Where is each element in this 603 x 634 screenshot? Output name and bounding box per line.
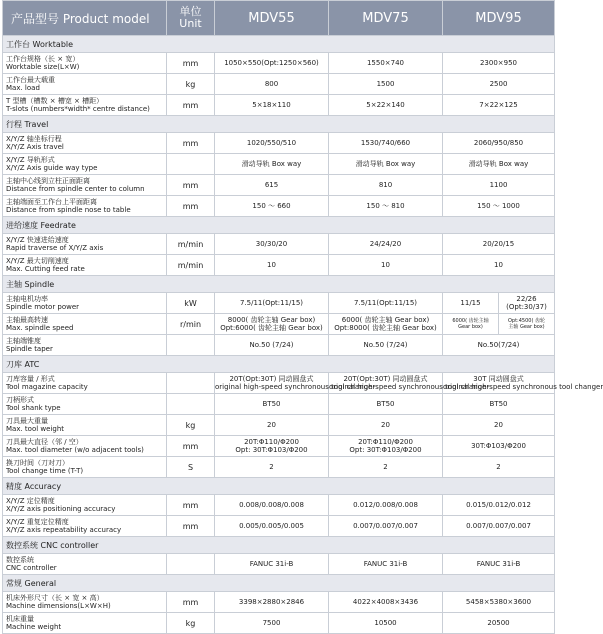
unit-cell	[167, 394, 215, 415]
value-mdv55: 30/30/20	[215, 234, 329, 255]
value-line: Gear box)	[458, 324, 483, 330]
spec-label	[3, 516, 167, 537]
value-mdv95-b	[499, 293, 555, 314]
section-cnc	[3, 537, 555, 554]
value-mdv75: 0.007/0.007/0.007	[329, 516, 443, 537]
label-en: Tool shank type	[6, 404, 61, 412]
unit-cell: kg	[167, 74, 215, 95]
unit-cell: kg	[167, 415, 215, 436]
value-mdv75: 24/24/20	[329, 234, 443, 255]
label-en: Max. spindle speed	[6, 324, 74, 332]
spec-row	[3, 196, 555, 217]
value-line: 6000( 齿轮主轴	[452, 318, 489, 324]
value-mdv95: 2	[443, 457, 555, 478]
spec-label	[3, 335, 167, 356]
value-mdv75	[329, 314, 443, 335]
label-zh: X/Y/Z 重复定位精度	[6, 518, 69, 526]
label-en: Worktable size(L×W)	[6, 63, 80, 71]
spec-row	[3, 74, 555, 95]
spec-label	[3, 234, 167, 255]
value-mdv55: 615	[215, 175, 329, 196]
value-mdv95	[443, 373, 603, 394]
spec-row	[3, 133, 555, 154]
label-en: Max. tool weight	[6, 425, 65, 433]
spec-table	[2, 0, 603, 634]
section-title: 行程 Travel	[3, 116, 555, 133]
spec-label	[3, 293, 167, 314]
spec-label	[3, 394, 167, 415]
model-header-mdv55: MDV55	[215, 1, 329, 36]
spec-row	[3, 516, 555, 537]
value-line: Opt: 30T:Φ103/Φ200	[235, 446, 308, 454]
section-general	[3, 575, 555, 592]
value-mdv95: 2500	[443, 74, 555, 95]
value-mdv95: BT50	[443, 394, 555, 415]
label-zh: X/Y/Z 最大切削速度	[6, 257, 69, 265]
value-line: 20T:Φ110/Φ200	[358, 438, 413, 446]
unit-cell: m/min	[167, 234, 215, 255]
value-mdv75: 810	[329, 175, 443, 196]
value-line: original high-speed synchronous tool changer	[329, 383, 490, 391]
value-line: Opt:6000( 齿轮主轴 Gear box)	[220, 324, 323, 332]
label-zh: 数控系统	[6, 556, 34, 564]
section-feedrate	[3, 217, 555, 234]
unit-cell: mm	[167, 175, 215, 196]
model-header-mdv75: MDV75	[329, 1, 443, 36]
model-header-mdv95: MDV95	[443, 1, 555, 36]
value-mdv75	[329, 373, 490, 394]
value-mdv95: 滑动导轨 Box way	[443, 154, 555, 175]
value-mdv95: 0.015/0.012/0.012	[443, 495, 555, 516]
section-title: 精度 Accuracy	[3, 478, 555, 495]
value-mdv95: FANUC 31i-B	[443, 554, 555, 575]
label-en: Distance from spindle center to column	[6, 185, 145, 193]
unit-cell: kW	[167, 293, 215, 314]
value-line: 6000( 齿轮主轴 Gear box)	[341, 316, 430, 324]
unit-cell: m/min	[167, 255, 215, 276]
label-zh: 主轴端锥度	[6, 337, 41, 345]
value-line: 30T 同动圆盘式	[473, 375, 524, 383]
spec-label	[3, 314, 167, 335]
spec-row	[3, 495, 555, 516]
value-mdv55: 20	[215, 415, 329, 436]
spec-label	[3, 196, 167, 217]
unit-cell: mm	[167, 53, 215, 74]
unit-cell	[167, 335, 215, 356]
label-zh: X/Y/Z 快速进给速度	[6, 236, 69, 244]
spec-label	[3, 74, 167, 95]
spec-label	[3, 495, 167, 516]
header-row	[3, 1, 555, 36]
label-en: Distance from spindle nose to table	[6, 206, 131, 214]
label-zh: T 型槽（槽数 × 槽宽 × 槽距）	[6, 97, 104, 105]
unit-header-zh: 单位	[179, 5, 202, 18]
value-mdv55: 1050×550(Opt:1250×560)	[215, 53, 329, 74]
value-mdv55: 800	[215, 74, 329, 95]
value-mdv95: 10	[443, 255, 555, 276]
value-mdv95: 2300×950	[443, 53, 555, 74]
section-title: 常规 General	[3, 575, 555, 592]
value-line: 20T(Opt:30T) 同动圆盘式	[343, 375, 428, 383]
value-mdv55: 3398×2880×2846	[215, 592, 329, 613]
label-en: X/Y/Z axis positioning accuracy	[6, 505, 116, 513]
spec-row	[3, 255, 555, 276]
label-en: X/Y/Z axis repeatability accuracy	[6, 526, 122, 534]
label-zh: X/Y/Z 轴坐标行程	[6, 135, 62, 143]
value-line: Opt:8000( 齿轮主轴 Gear box)	[334, 324, 437, 332]
value-mdv55: 0.008/0.008/0.008	[215, 495, 329, 516]
label-en: T-slots (numbers*width* centre distance)	[6, 105, 150, 113]
unit-header-en: Unit	[179, 17, 202, 30]
label-zh: 刀柄形式	[6, 396, 34, 404]
label-zh: 刀库容量 / 形式	[6, 375, 55, 383]
value-mdv75: 滑动导轨 Box way	[329, 154, 443, 175]
label-en: Spindle taper	[6, 345, 53, 353]
spec-label	[3, 613, 167, 634]
section-accuracy	[3, 478, 555, 495]
value-mdv95: 150 ～ 1000	[443, 196, 555, 217]
value-line: 20T(Opt:30T) 同动圆盘式	[229, 375, 314, 383]
unit-cell: mm	[167, 495, 215, 516]
value-mdv55: 2	[215, 457, 329, 478]
spec-row	[3, 293, 555, 314]
value-mdv95: 20/20/15	[443, 234, 555, 255]
spec-row	[3, 154, 555, 175]
spec-row	[3, 436, 555, 457]
unit-cell: r/min	[167, 314, 215, 335]
value-mdv55: FANUC 31i-B	[215, 554, 329, 575]
spec-label	[3, 133, 167, 154]
section-travel	[3, 116, 555, 133]
value-mdv75: 0.012/0.008/0.008	[329, 495, 443, 516]
value-mdv75: 150 ～ 810	[329, 196, 443, 217]
value-mdv75: 20	[329, 415, 443, 436]
value-mdv75: 7.5/11(Opt:11/15)	[329, 293, 443, 314]
unit-header	[167, 1, 215, 36]
section-title: 数控系统 CNC controller	[3, 537, 555, 554]
unit-cell: mm	[167, 592, 215, 613]
value-line: 8000( 齿轮主轴 Gear box)	[227, 316, 316, 324]
value-mdv95: No.50(7/24)	[443, 335, 555, 356]
value-mdv95: 7×22×125	[443, 95, 555, 116]
label-zh: X/Y/Z 定位精度	[6, 497, 55, 505]
value-mdv55	[215, 314, 329, 335]
value-mdv95: 2060/950/850	[443, 133, 555, 154]
spec-label	[3, 154, 167, 175]
value-mdv55	[215, 373, 376, 394]
value-mdv95: 20500	[443, 613, 555, 634]
label-en: X/Y/Z Axis guide way type	[6, 164, 98, 172]
spec-row	[3, 554, 555, 575]
label-en: Machine weight	[6, 623, 62, 631]
spec-row	[3, 53, 555, 74]
spec-row	[3, 415, 555, 436]
value-mdv55: 7500	[215, 613, 329, 634]
label-zh: X/Y/Z 导轨形式	[6, 156, 55, 164]
value-mdv95: 20	[443, 415, 555, 436]
value-mdv55	[215, 436, 329, 457]
value-mdv95-a: 11/15	[443, 293, 499, 314]
spec-label	[3, 373, 167, 394]
value-mdv55: 150 ～ 660	[215, 196, 329, 217]
spec-label	[3, 457, 167, 478]
value-mdv55: 滑动导轨 Box way	[215, 154, 329, 175]
value-mdv95-a	[443, 314, 499, 335]
label-zh: 机床外形尺寸（长 × 宽 × 高）	[6, 594, 104, 602]
unit-cell: kg	[167, 613, 215, 634]
spec-label	[3, 554, 167, 575]
label-en: X/Y/Z Axis travel	[6, 143, 64, 151]
value-mdv95: 30T:Φ103/Φ200	[443, 436, 555, 457]
spec-label	[3, 53, 167, 74]
value-mdv75: 5×22×140	[329, 95, 443, 116]
value-mdv95: 0.007/0.007/0.007	[443, 516, 555, 537]
section-title: 进给速度 Feedrate	[3, 217, 555, 234]
value-mdv55: 10	[215, 255, 329, 276]
spec-row	[3, 373, 555, 394]
label-zh: 主轴中心线到立柱正面距离	[6, 177, 90, 185]
product-model-header: 产品型号 Product model	[3, 1, 167, 36]
unit-cell	[167, 554, 215, 575]
label-en: Spindle motor power	[6, 303, 80, 311]
value-mdv55: 5×18×110	[215, 95, 329, 116]
spec-label	[3, 175, 167, 196]
value-mdv75: 1530/740/660	[329, 133, 443, 154]
value-line: 22/26	[516, 295, 537, 303]
label-en: CNC controller	[6, 564, 57, 572]
value-mdv95: 5458×5380×3600	[443, 592, 555, 613]
value-mdv75: 4022×4008×3436	[329, 592, 443, 613]
value-mdv55: No.50 (7/24)	[215, 335, 329, 356]
value-mdv75: 2	[329, 457, 443, 478]
spec-row	[3, 613, 555, 634]
section-title: 工作台 Worktable	[3, 36, 555, 53]
spec-row	[3, 314, 555, 335]
value-line: (Opt:30/37)	[506, 303, 547, 311]
unit-cell: mm	[167, 516, 215, 537]
spec-label	[3, 95, 167, 116]
label-zh: 工作台最大载重	[6, 76, 55, 84]
spec-row	[3, 335, 555, 356]
value-mdv75: 10	[329, 255, 443, 276]
value-line: original high-speed synchronous tool changer	[443, 383, 603, 391]
value-mdv75: No.50 (7/24)	[329, 335, 443, 356]
unit-cell: mm	[167, 95, 215, 116]
label-zh: 刀具最大直径（邻 / 空）	[6, 438, 83, 446]
value-line: Opt: 30T:Φ103/Φ200	[349, 446, 422, 454]
label-zh: 主轴端面至工作台上平面距离	[6, 198, 97, 206]
section-title: 主轴 Spindle	[3, 276, 555, 293]
spec-label	[3, 592, 167, 613]
section-atc	[3, 356, 555, 373]
label-en: Rapid traverse of X/Y/Z axis	[6, 244, 104, 252]
value-mdv75: FANUC 31i-B	[329, 554, 443, 575]
value-mdv75: 1550×740	[329, 53, 443, 74]
spec-label	[3, 255, 167, 276]
label-en: Machine dimensions(L×W×H)	[6, 602, 111, 610]
label-en: Max. load	[6, 84, 40, 92]
value-line: 20T:Φ110/Φ200	[244, 438, 299, 446]
spec-row	[3, 457, 555, 478]
value-mdv95-b	[499, 314, 555, 335]
spec-row	[3, 95, 555, 116]
value-line: original high-speed synchronous tool changer	[215, 383, 376, 391]
label-zh: 机床重量	[6, 615, 34, 623]
spec-label	[3, 436, 167, 457]
value-mdv75: BT50	[329, 394, 443, 415]
value-mdv55: 1020/550/510	[215, 133, 329, 154]
section-title: 刀库 ATC	[3, 356, 555, 373]
value-mdv55: BT50	[215, 394, 329, 415]
spec-row	[3, 592, 555, 613]
label-zh: 工作台规格（长 × 宽）	[6, 55, 80, 63]
label-en: Tool change time (T-T)	[6, 467, 84, 475]
label-zh: 主轴电机功率	[6, 295, 48, 303]
spec-label	[3, 415, 167, 436]
value-mdv75	[329, 436, 443, 457]
section-worktable	[3, 36, 555, 53]
label-en: Max. tool diameter (w/o adjacent tools)	[6, 446, 144, 454]
value-line: Opt:4500( 齿轮	[507, 318, 546, 324]
label-en: Tool magazine capacity	[6, 383, 88, 391]
value-mdv55: 0.005/0.005/0.005	[215, 516, 329, 537]
unit-cell	[167, 154, 215, 175]
spec-row	[3, 394, 555, 415]
label-zh: 换刀时间（刀对刀）	[6, 459, 69, 467]
label-zh: 主轴最高转速	[6, 316, 48, 324]
unit-cell: mm	[167, 133, 215, 154]
unit-cell: mm	[167, 436, 215, 457]
value-mdv95: 1100	[443, 175, 555, 196]
unit-cell: mm	[167, 196, 215, 217]
value-mdv75: 10500	[329, 613, 443, 634]
spec-row	[3, 175, 555, 196]
value-mdv75: 1500	[329, 74, 443, 95]
value-line: 主轴 Gear box)	[508, 324, 545, 330]
label-en: Max. Cutting feed rate	[6, 265, 85, 273]
value-mdv55: 7.5/11(Opt:11/15)	[215, 293, 329, 314]
unit-cell: S	[167, 457, 215, 478]
spec-row	[3, 234, 555, 255]
unit-cell	[167, 373, 215, 394]
section-spindle	[3, 276, 555, 293]
label-zh: 刀具最大重量	[6, 417, 48, 425]
spec-sheet	[2, 0, 603, 634]
